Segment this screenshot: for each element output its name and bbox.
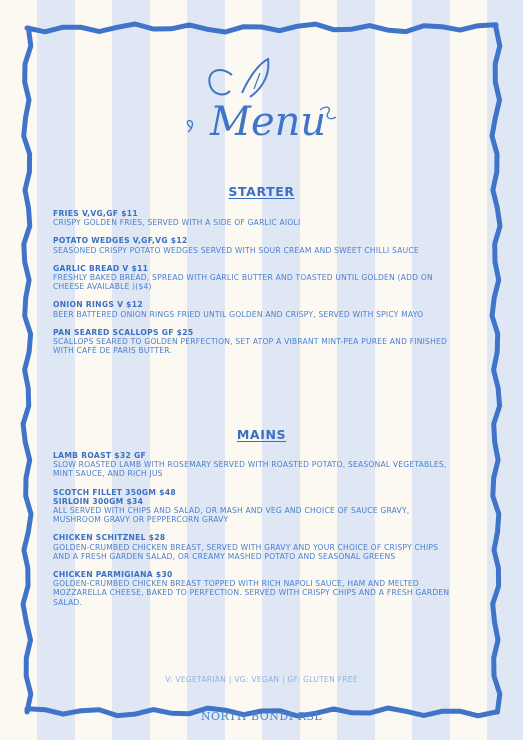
item-description: GOLDEN-CRUMBED CHICKEN BREAST TOPPED WITH RICH NAPOLI SAUCE, HAM AND MELTED MOZZARELLA CHEESE, BAKED TO PERFECTION. SERVED WITH CRISPY CHIPS AND A FRESH GARDEN SALAD. bbox=[53, 579, 450, 607]
menu-logo bbox=[180, 55, 340, 150]
menu-item bbox=[53, 264, 458, 292]
item-description: GOLDEN-CRUMBED CHICKEN BREAST, SERVED WITH GRAVY AND YOUR CHOICE OF CRISPY CHIPS AND A FRESH GARDEN SALAD, OR CREAMY MASHED POTATO AND SEASONAL GREENS bbox=[53, 542, 439, 561]
item-description: FRESHLY BAKED BREAD, SPREAD WITH GARLIC BUTTER AND TOASTED UNTIL GOLDEN (ADD ON CHEESE AVAILABLE )($4) bbox=[53, 273, 433, 292]
item-name: CHICKEN PARMIGIANA $30 bbox=[53, 570, 173, 580]
menu-item bbox=[53, 328, 458, 356]
starter-heading: STARTER bbox=[228, 184, 295, 199]
mains-heading: MAINS bbox=[236, 427, 287, 442]
item-name: GARLIC BREAD V $11 bbox=[53, 263, 149, 273]
item-description: BEER BATTERED ONION RINGS FRIED UNTIL GOLDEN AND CRISPY, SERVED WITH SPICY MAYO bbox=[53, 309, 424, 319]
item-name: CHICKEN SCHITZNEL $28 bbox=[53, 533, 166, 543]
item-name: LAMB ROAST $32 GF bbox=[53, 451, 146, 460]
item-description: SEASONED CRISPY POTATO WEDGES SERVED WITH SOUR CREAM AND SWEET CHILLI SAUCE bbox=[53, 245, 419, 255]
menu-item bbox=[53, 209, 458, 227]
menu-item bbox=[53, 451, 458, 479]
item-name: ONION RINGS V $12 bbox=[53, 300, 143, 310]
item-description: CRISPY GOLDEN FRIES, SERVED WITH A SIDE OF GARLIC AIOLI bbox=[53, 218, 301, 228]
item-name: FRIES V,VG,GF $11 bbox=[53, 209, 138, 218]
menu-item bbox=[53, 570, 458, 607]
item-name: PAN SEARED SCALLOPS GF $25 bbox=[53, 327, 194, 337]
item-description: SLOW ROASTED LAMB WITH ROSEMARY SERVED WITH ROASTED POTATO, SEASONAL VEGETABLES, MINT SAUCE, AND RICH JUS bbox=[53, 460, 447, 479]
item-description: SCALLOPS SEARED TO GOLDEN PERFECTION, SET ATOP A VIBRANT MINT-PEA PUREE AND FINISHED WITH CAFÉ DE PARIS BUTTER. bbox=[53, 337, 448, 356]
menu-item bbox=[53, 236, 458, 254]
bunny-ears-icon bbox=[180, 55, 340, 150]
item-name-secondary: SIRLOIN 300GM $34 bbox=[53, 496, 144, 506]
menu-item bbox=[53, 300, 458, 318]
mains-list bbox=[53, 451, 458, 616]
item-name: SCOTCH FILLET 350GM $48 bbox=[53, 487, 176, 497]
item-description: ALL SERVED WITH CHIPS AND SALAD, OR MASH AND VEG AND CHOICE OF SAUCE GRAVY, MUSHROOM GRAVY OR PEPPERCORN GRAVY bbox=[53, 506, 410, 525]
menu-heading: Menu bbox=[210, 99, 327, 145]
item-name: POTATO WEDGES V,GF,VG $12 bbox=[53, 236, 188, 246]
menu-item bbox=[53, 533, 458, 561]
dietary-legend: V: VEGETARIAN | VG: VEGAN | GF: GLUTEN FREE bbox=[165, 675, 358, 684]
venue-name: NORTH BONDI RSL bbox=[200, 710, 323, 723]
starter-list bbox=[53, 209, 458, 364]
menu-item bbox=[53, 488, 458, 525]
